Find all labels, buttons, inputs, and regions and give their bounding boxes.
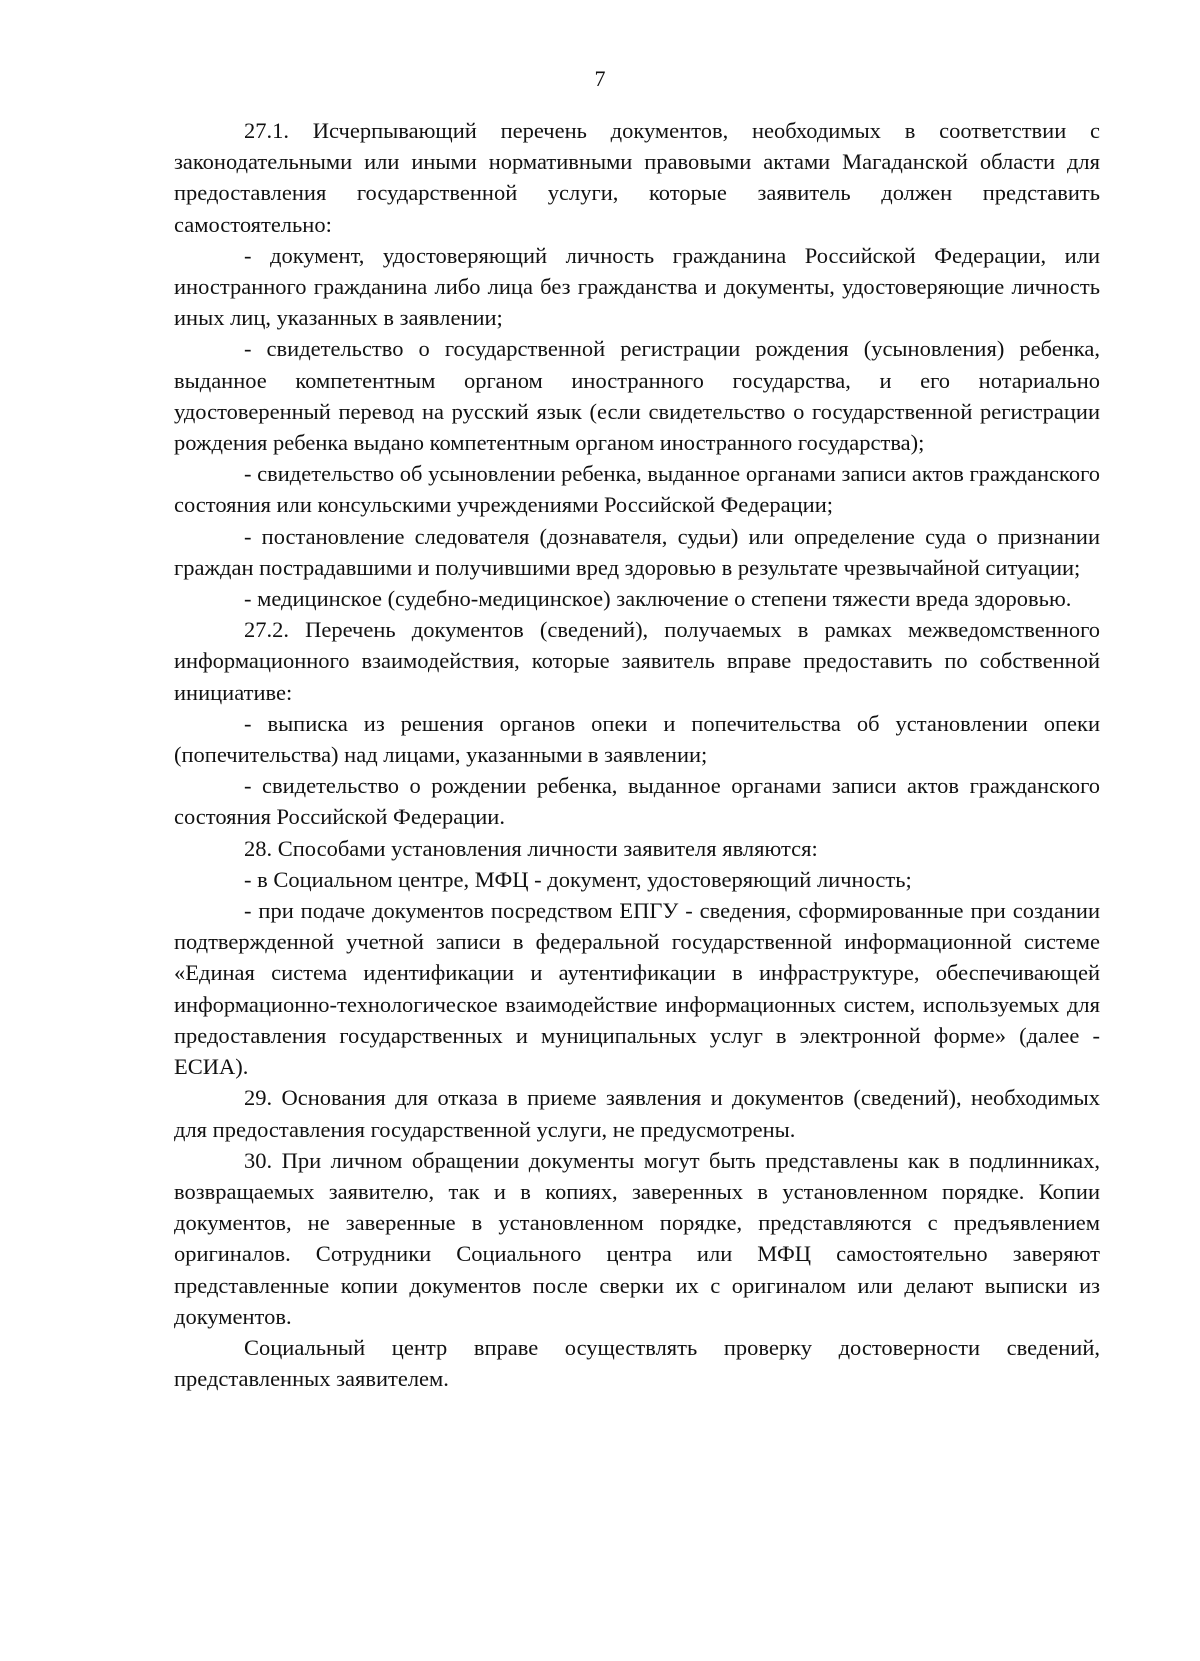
list-item-identity-document: - документ, удостоверяющий личность гражданина Российской Федерации, или иностранного гражданина либо лица без гражданства и документы, удостоверяющие личность иных лиц, указанных в заявлении; <box>174 242 1100 331</box>
list-item-medical-conclusion: - медицинское (судебно-медицинское) заключение о степени тяжести вреда здоровью. <box>244 586 1072 612</box>
paragraph-29: 29. Основания для отказа в приеме заявления и документов (сведений), необходимых для предоставления государственной услуги, не предусмотрены. <box>174 1085 1100 1142</box>
page-number: 7 <box>594 66 606 91</box>
document-body <box>174 115 1100 1394</box>
paragraph-27-1: 27.1. Исчерпывающий перечень документов, необходимых в соответствии с законодательными или иными нормативными правовыми актами Магаданской области для предоставления государственной услуги, которые заявитель должен представить самостоятельно: <box>174 118 1100 237</box>
list-item-epgu-esia: - при подаче документов посредством ЕПГУ - сведения, сформированные при создании подтвержденной учетной записи в федеральной государственной информационной системе «Единая система идентификации и аутентификации в инфраструктуре, обеспечивающей информационно-технологическое взаимодействие информационных систем, используемых для предоставления государственных и муниципальных услуг в электронной форме» (далее - ЕСИА). <box>174 898 1100 1080</box>
list-item-social-center-mfc: - в Социальном центре, МФЦ - документ, удостоверяющий личность; <box>244 866 912 892</box>
list-item-guardianship-extract: - выписка из решения органов опеки и попечительства об установлении опеки (попечительства) над лицами, указанными в заявлении; <box>174 710 1100 768</box>
paragraph-verification: Социальный центр вправе осуществлять проверку достоверности сведений, представленных заявителем. <box>174 1334 1100 1392</box>
list-item-investigator-resolution: - постановление следователя (дознавателя, судьи) или определение суда о признании граждан пострадавшими и получившими вред здоровью в результате чрезвычайной ситуации; <box>174 523 1100 580</box>
paragraph-27-2: 27.2. Перечень документов (сведений), получаемых в рамках межведомственного информационного взаимодействия, которые заявитель вправе предоставить по собственной инициативе: <box>174 617 1100 705</box>
paragraph-28: 28. Способами установления личности заявителя являются: <box>244 835 818 861</box>
list-item-adoption-certificate: - свидетельство об усыновлении ребенка, выданное органами записи актов гражданского состояния или консульскими учреждениями Российской Федерации; <box>174 461 1100 518</box>
list-item-birth-certificate-foreign: - свидетельство о государственной регистрации рождения (усыновления) ребенка, выданное компетентным органом иностранного государства, и его нотариально удостоверенный перевод на русский язык (если свидетельство о государственной регистрации рождения ребенка выдано компетентным органом иностранного государства); <box>174 336 1100 456</box>
paragraph-30: 30. При личном обращении документы могут быть представлены как в подлинниках, возвращаемых заявителю, так и в копиях, заверенных в установленном порядке. Копии документов, не заверенные в установленном порядке, представляются с предъявлением оригиналов. Сотрудники Социального центра или МФЦ самостоятельно заверяют представленные копии документов после сверки их с оригиналом или делают выписки из документов. <box>174 1147 1100 1329</box>
list-item-birth-certificate: - свидетельство о рождении ребенка, выданное органами записи актов гражданского состояния Российской Федерации. <box>174 773 1100 830</box>
